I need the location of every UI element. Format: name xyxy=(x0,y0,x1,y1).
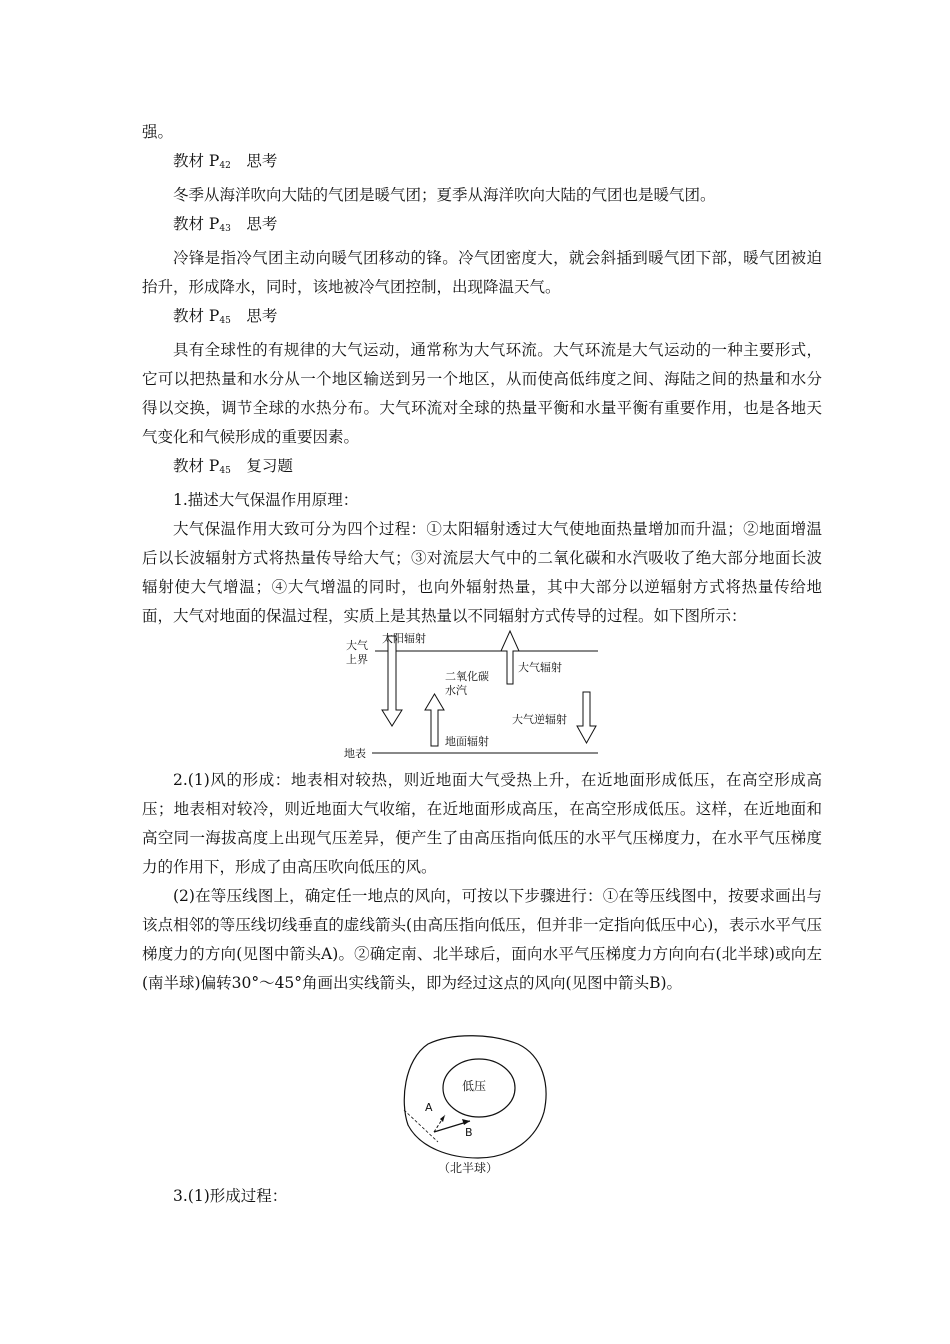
label-ground: 地表 xyxy=(344,747,366,758)
label-arrow-a: A xyxy=(425,1101,433,1114)
question-3: 3.(1)形成过程： xyxy=(173,1187,288,1205)
paragraph-cold-front: 冷锋是指冷气团主动向暖气团移动的锋。冷气团密度大，就会斜插到暖气团下部，暖气团被迫抬升，形成降水，同时，该地被冷气团控制，出现降温天气。 xyxy=(142,249,822,296)
question-1: 1.描述大气保温作用原理： xyxy=(173,491,359,509)
label-arrow-b: B xyxy=(465,1126,473,1139)
outer-isobar xyxy=(404,1036,546,1158)
heading-textbook-p45-review: 教材 $P_{45}$ 复习题 xyxy=(173,457,293,476)
paragraph-air-mass: 冬季从海洋吹向大陆的气团是暖气团；夏季从海洋吹向大陆的气团也是暖气团。 xyxy=(173,186,716,204)
document-body xyxy=(142,118,822,631)
label-solar: 太阳辐射 xyxy=(382,632,426,645)
heading-textbook-p43: 教材 $P_{43}$ 思考 xyxy=(173,215,278,234)
text-line: 强。 xyxy=(142,123,174,141)
paragraph-circulation: 具有全球性的有规律的大气运动，通常称为大气环流。大气环流是大气运动的一种主要形式，它可以把热量和水分从一个地区输送到另一个地区，从而使高低纬度之间、海陆之间的热量和水分得以交换，调节全球的水热分布。大气环流对全球的热量平衡和水量平衡有重要作用，也是各地天气变化和气候形成的重要因素。 xyxy=(142,341,822,446)
counter-radiation-arrow xyxy=(577,692,596,743)
isobar-diagram xyxy=(398,1030,553,1180)
document-body-3 xyxy=(142,1182,822,1211)
label-ground-rad: 地面辐射 xyxy=(445,735,489,748)
label-atm-rad: 大气辐射 xyxy=(518,661,562,674)
paragraph-greenhouse: 大气保温作用大致可分为四个过程：①太阳辐射透过大气使地面热量增加而升温；②地面增温后以长波辐射方式将热量传导给大气；③对流层大气中的二氧化碳和水汽吸收了绝大部分地面长波辐射使大气增温；④大气增温的同时，也向外辐射热量，其中大部分以逆辐射方式将热量传给地面，大气对地面的保温过程，实质上是其热量以不同辐射方式传导的过程。如下图所示： xyxy=(142,520,822,625)
paragraph-wind-direction: (2)在等压线图上，确定任一地点的风向，可按以下步骤进行：①在等压线图中，按要求画出与该点相邻的等压线切线垂直的虚线箭头(由高压指向低压，但并非一定指向低压中心)，表示水平气压梯度力的方向(见图中箭头A)。②确定南、北半球后，面向水平气压梯度力方向向右(北半球)或向左(南半球)偏转30°～45°角画出实线箭头，即为经过这点的风向(见图中箭头B)。 xyxy=(142,887,822,992)
arrow-b-head xyxy=(462,1119,470,1125)
solar-radiation-arrow xyxy=(382,636,402,726)
document-body-2 xyxy=(142,766,822,998)
label-low-pressure: 低压 xyxy=(462,1079,487,1093)
label-counter: 大气逆辐射 xyxy=(512,713,567,726)
caption-northern-hemisphere: （北半球） xyxy=(438,1161,499,1175)
heading-textbook-p45-think: 教材 $P_{45}$ 思考 xyxy=(173,307,278,326)
atmosphere-heat-diagram xyxy=(342,628,602,758)
atmospheric-radiation-arrow xyxy=(501,631,519,684)
label-co2: 二氧化碳 xyxy=(445,670,489,683)
heading-textbook-p42: 教材 $P_{42}$ 思考 xyxy=(173,152,278,171)
label-atm-top-1: 大气 xyxy=(346,639,368,652)
label-vapor: 水汽 xyxy=(445,684,467,697)
ground-radiation-arrow xyxy=(425,694,444,746)
label-atm-top-2: 上界 xyxy=(346,653,368,666)
paragraph-wind: 2.(1)风的形成：地表相对较热，则近地面大气受热上升，在近地面形成低压，在高空形成高压；地表相对较冷，则近地面大气收缩，在近地面形成高压，在高空形成低压。这样，在近地面和高空同一海拔高度上出现气压差异，便产生了由高压指向低压的水平气压梯度力，在水平气压梯度力的作用下，形成了由高压吹向低压的风。 xyxy=(142,771,822,876)
